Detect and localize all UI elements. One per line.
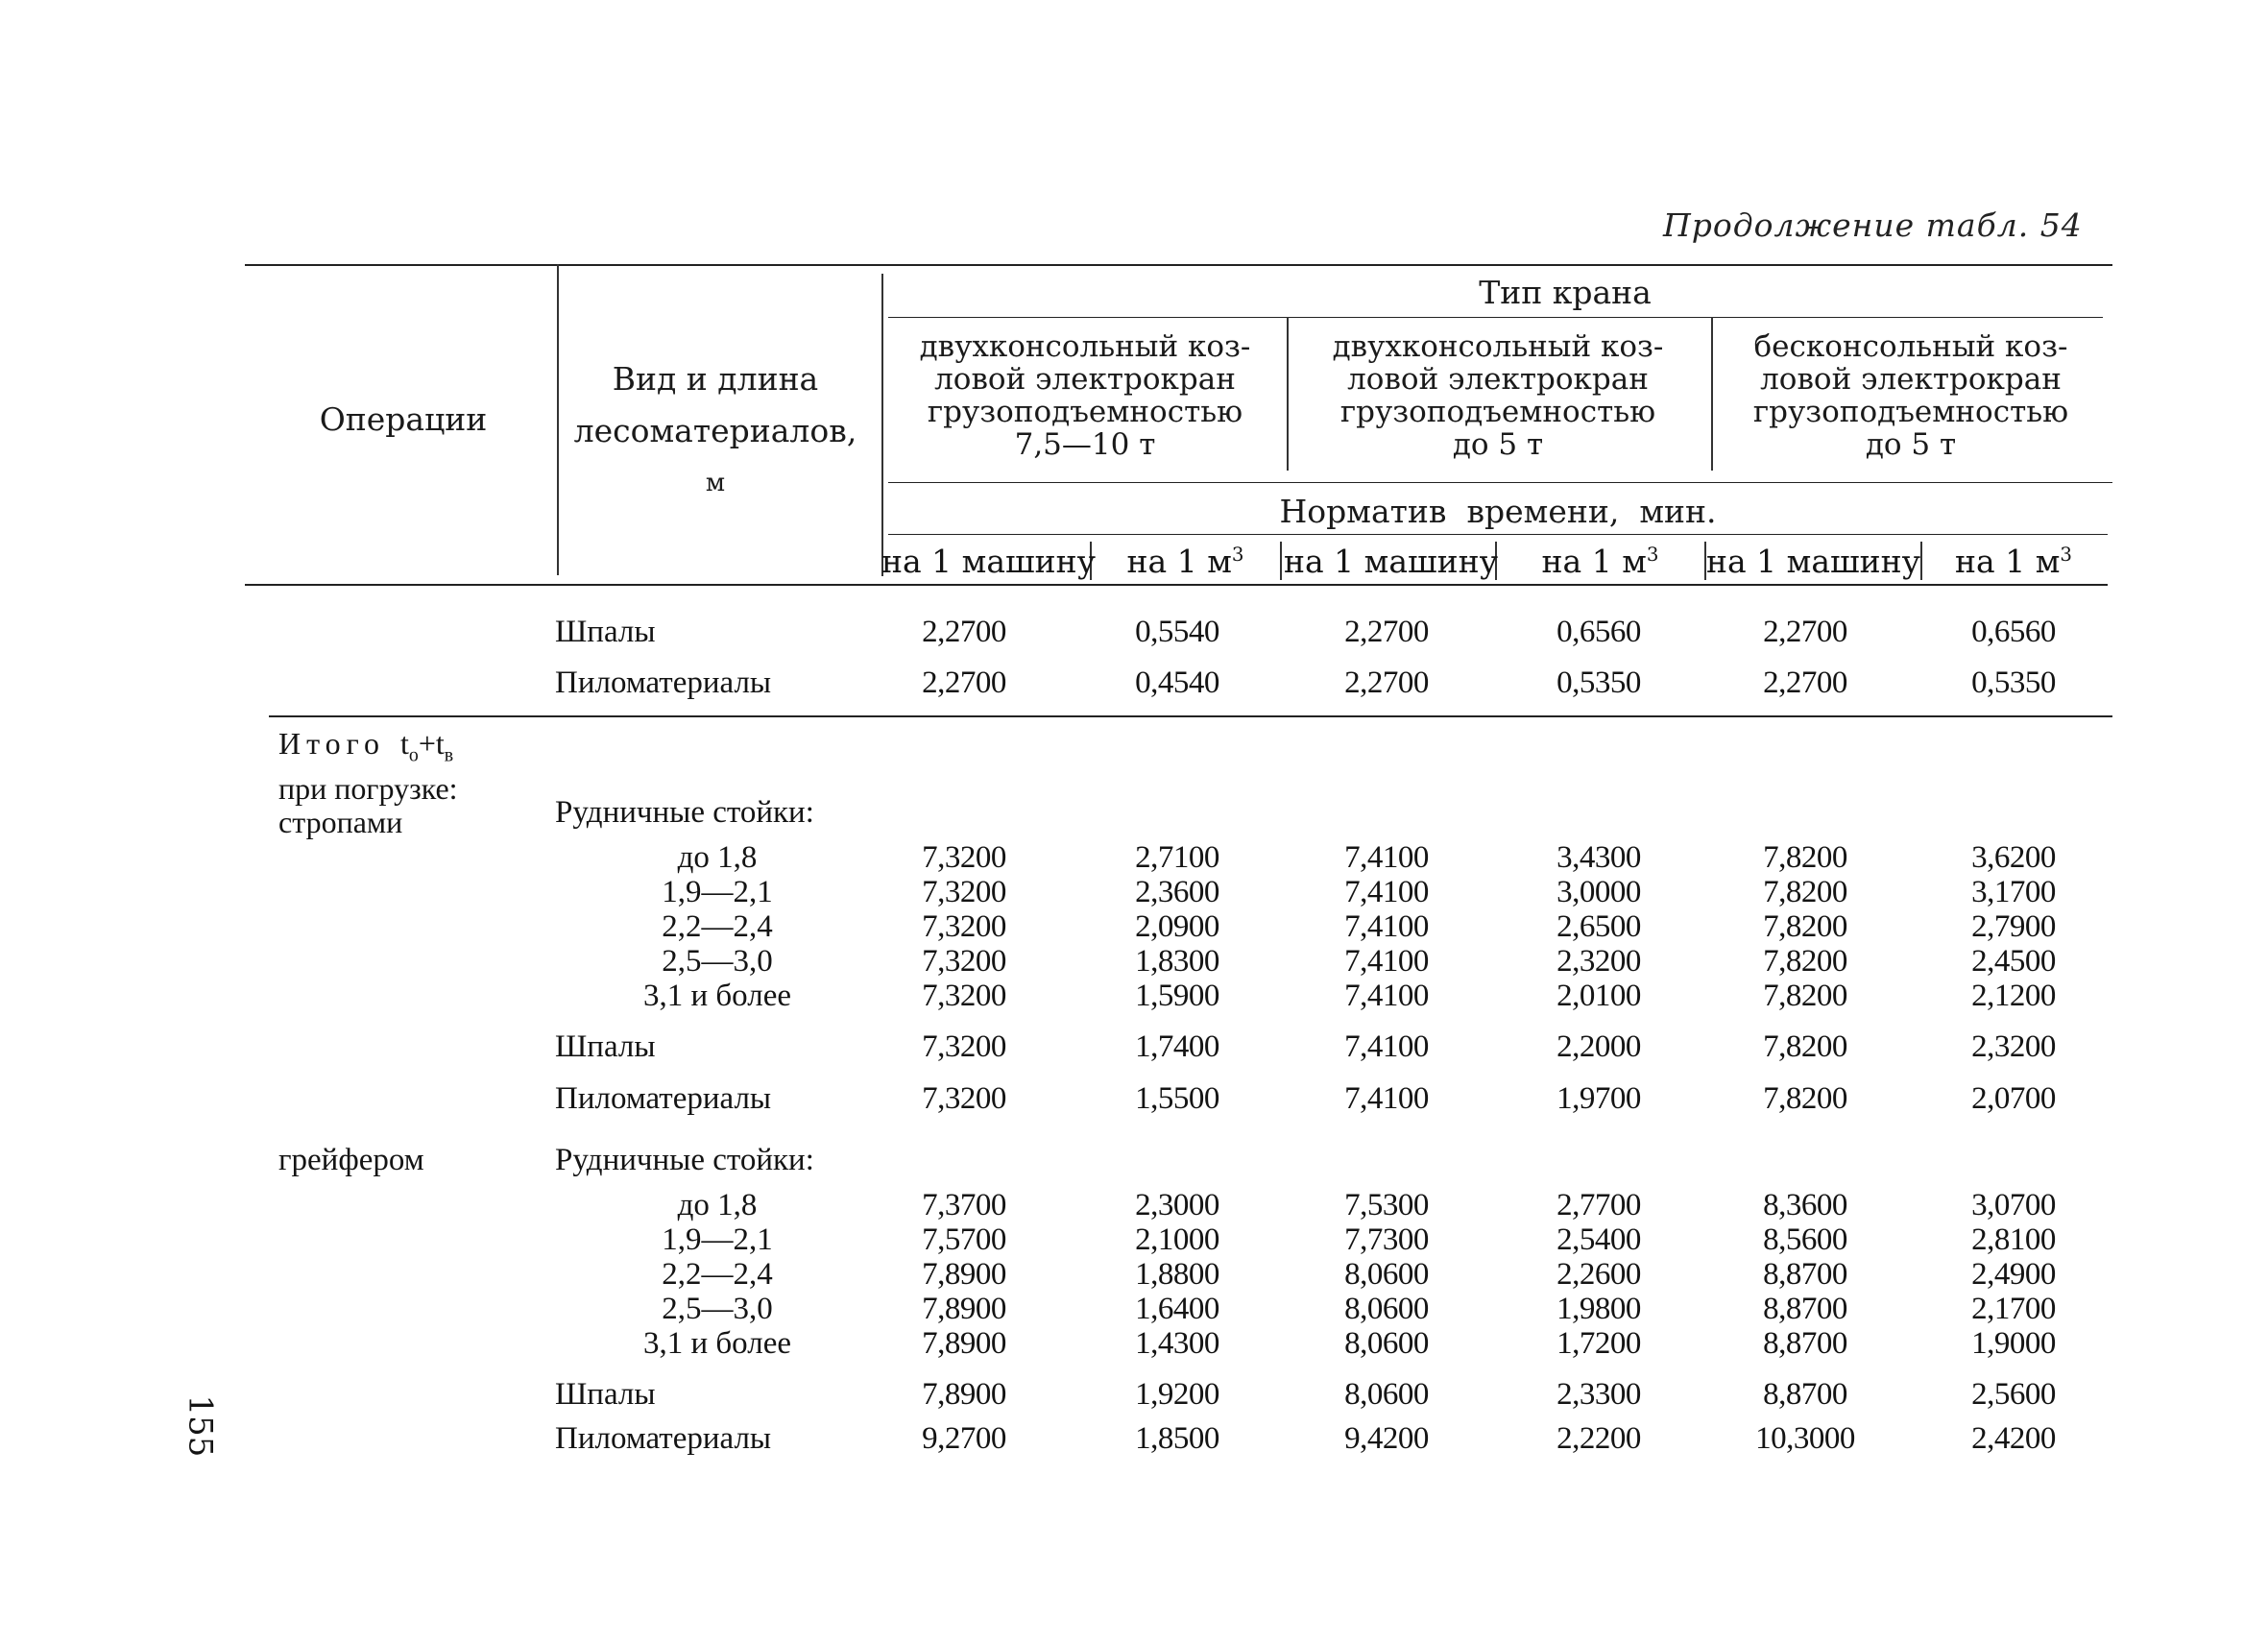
table-cell: 1,9200 [1135,1377,1219,1412]
table-cell: 2,5600 [1971,1377,2056,1412]
table-cell: 2,4900 [1971,1257,2056,1292]
table-cell: 2,3000 [1135,1188,1219,1222]
table-cell: 2,7900 [1971,909,2056,944]
row-label: 2,2—2,4 [662,909,773,944]
header-norm: Норматив времени, мин. [1279,493,1717,530]
table-cell: 2,2000 [1556,1029,1641,1064]
table-cell: 8,8700 [1763,1326,1847,1361]
operation-grab: грейфером [278,1143,424,1177]
table-cell: 8,3600 [1763,1188,1847,1222]
table-cell: 7,8200 [1763,944,1847,979]
table-cell: 8,0600 [1344,1292,1429,1326]
table-cell: 7,5300 [1344,1188,1429,1222]
table-cell: 0,6560 [1971,615,2056,649]
top-rule [245,264,2112,266]
table-cell: 1,7400 [1135,1029,1219,1064]
table-cell: 3,0700 [1971,1188,2056,1222]
row-label: Шпалы [555,615,656,649]
table-cell: 7,8200 [1763,1081,1847,1116]
table-cell: 2,3200 [1971,1029,2056,1064]
table-cell: 7,4100 [1344,1081,1429,1116]
table-cell: 7,4100 [1344,1029,1429,1064]
row-label: 1,9—2,1 [662,875,773,909]
table-cell: 1,6400 [1135,1292,1219,1326]
header-crane-2: двухконсольный коз- ловой электрокран грузоподъемностью до 5 т [1332,329,1664,462]
table-cell: 2,1200 [1971,979,2056,1013]
col-divider-operations [557,264,559,575]
crane-type-rule [888,317,2103,318]
table-cell: 2,1000 [1135,1222,1219,1257]
table-cell: 2,2700 [1344,615,1429,649]
table-cell: 2,3600 [1135,875,1219,909]
table-cell: 7,3200 [922,1029,1006,1064]
table-cell: 7,8200 [1763,1029,1847,1064]
table-cell: 9,4200 [1344,1421,1429,1456]
page-number: 155 [181,1394,220,1458]
table-cell: 7,7300 [1344,1222,1429,1257]
table-caption: Продолжение табл. 54 [1663,206,2083,244]
stands-label-grab: Рудничные стойки: [555,1143,814,1177]
header-crane-type: Тип крана [1479,274,1652,311]
table-cell: 1,5900 [1135,979,1219,1013]
header-operations: Операции [319,400,488,438]
table-cell: 10,3000 [1755,1421,1855,1456]
table-cell: 7,3200 [922,979,1006,1013]
row-label: 2,5—3,0 [662,944,773,979]
header-crane-3: бесконсольный коз- ловой электрокран грузоподъемностью до 5 т [1752,329,2069,462]
table-cell: 7,3700 [922,1188,1006,1222]
crane-divider-1 [1287,317,1289,471]
table-cell: 1,7200 [1556,1326,1641,1361]
table-cell: 2,7100 [1135,840,1219,875]
table-cell: 2,0700 [1971,1081,2056,1116]
table-cell: 8,0600 [1344,1377,1429,1412]
table-cell: 1,8800 [1135,1257,1219,1292]
table-cell: 7,8200 [1763,840,1847,875]
table-cell: 2,2700 [1763,665,1847,700]
col-divider-material [881,274,883,576]
table-cell: 3,1700 [1971,875,2056,909]
table-cell: 7,8900 [922,1292,1006,1326]
table-cell: 8,8700 [1763,1257,1847,1292]
crane-names-rule [888,482,2112,483]
table-cell: 3,4300 [1556,840,1641,875]
header-material: Вид и длина лесоматериалов, м [573,360,857,497]
table-cell: 0,5540 [1135,615,1219,649]
unit-per-m3-2: на 1 $м^3$ [1541,543,1659,580]
table-cell: 8,0600 [1344,1326,1429,1361]
table-cell: 7,3200 [922,909,1006,944]
table-cell: 2,4500 [1971,944,2056,979]
table-cell: 2,0100 [1556,979,1641,1013]
table-cell: 7,8900 [922,1326,1006,1361]
table-cell: 2,2200 [1556,1421,1641,1456]
table-cell: 1,5500 [1135,1081,1219,1116]
norm-rule [888,534,2108,535]
table-cell: 0,4540 [1135,665,1219,700]
header-crane-1: двухконсольный коз- ловой электрокран грузоподъемностью 7,5—10 т [919,329,1251,462]
table-cell: 7,8200 [1763,979,1847,1013]
table-cell: 8,8700 [1763,1292,1847,1326]
table-cell: 2,2700 [1344,665,1429,700]
row-label: 2,2—2,4 [662,1257,773,1292]
table-cell: 1,4300 [1135,1326,1219,1361]
table-cell: 7,3200 [922,1081,1006,1116]
table-cell: 2,5400 [1556,1222,1641,1257]
table-cell: 2,8100 [1971,1222,2056,1257]
row-label: Пиломатериалы [555,1081,772,1116]
row-label: Шпалы [555,1029,656,1064]
table-cell: 0,6560 [1556,615,1641,649]
table-cell: 2,2700 [1763,615,1847,649]
table-cell: 7,4100 [1344,979,1429,1013]
row-label: 3,1 и более [642,1326,792,1361]
table-cell: 1,9000 [1971,1326,2056,1361]
table-cell: 8,8700 [1763,1377,1847,1412]
table-cell: 3,6200 [1971,840,2056,875]
table-cell: 2,7700 [1556,1188,1641,1222]
table-cell: 2,0900 [1135,909,1219,944]
table-cell: 2,3300 [1556,1377,1641,1412]
table-cell: 2,6500 [1556,909,1641,944]
stands-label-slings: Рудничные стойки: [555,795,814,830]
unit-per-machine-1: на 1 машину [881,543,1097,580]
table-cell: 1,9700 [1556,1081,1641,1116]
table-cell: 7,3200 [922,944,1006,979]
table-cell: 0,5350 [1556,665,1641,700]
table-cell: 1,9800 [1556,1292,1641,1326]
unit-per-machine-2: на 1 машину [1284,543,1499,580]
table-cell: 9,2700 [922,1421,1006,1456]
section-rule [269,715,2112,717]
row-label: Шпалы [555,1377,656,1412]
unit-per-m3-1: на 1 $м^3$ [1126,543,1244,580]
table-cell: 1,8300 [1135,944,1219,979]
table-cell: 2,4200 [1971,1421,2056,1456]
total-label: Итого $t_o+t_в$ при погрузке: стропами [278,726,458,840]
table-cell: 7,8900 [922,1377,1006,1412]
table-cell: 7,3200 [922,875,1006,909]
table-cell: 2,2600 [1556,1257,1641,1292]
row-label: 2,5—3,0 [662,1292,773,1326]
table-cell: 7,4100 [1344,875,1429,909]
row-label: до 1,8 [677,840,758,875]
unit-divider-2 [1280,542,1282,580]
unit-per-machine-3: на 1 машину [1706,543,1921,580]
table-cell: 2,1700 [1971,1292,2056,1326]
table-cell: 7,8900 [922,1257,1006,1292]
table-cell: 2,2700 [922,665,1006,700]
table-cell: 7,4100 [1344,944,1429,979]
table-cell: 7,4100 [1344,840,1429,875]
table-cell: 7,8200 [1763,909,1847,944]
table-cell: 7,4100 [1344,909,1429,944]
table-cell: 2,2700 [922,615,1006,649]
table-cell: 8,0600 [1344,1257,1429,1292]
header-bottom-rule [245,584,2108,586]
row-label: Пиломатериалы [555,1421,772,1456]
row-label: Пиломатериалы [555,665,772,700]
table-cell: 3,0000 [1556,875,1641,909]
row-label: до 1,8 [677,1188,758,1222]
table-cell: 2,3200 [1556,944,1641,979]
unit-per-m3-3: на 1 $м^3$ [1955,543,2072,580]
row-label: 3,1 и более [642,979,792,1013]
table-cell: 8,5600 [1763,1222,1847,1257]
table-cell: 7,5700 [922,1222,1006,1257]
table-cell: 7,8200 [1763,875,1847,909]
row-label: 1,9—2,1 [662,1222,773,1257]
table-cell: 1,8500 [1135,1421,1219,1456]
crane-divider-2 [1711,317,1713,471]
table-cell: 7,3200 [922,840,1006,875]
table-cell: 0,5350 [1971,665,2056,700]
